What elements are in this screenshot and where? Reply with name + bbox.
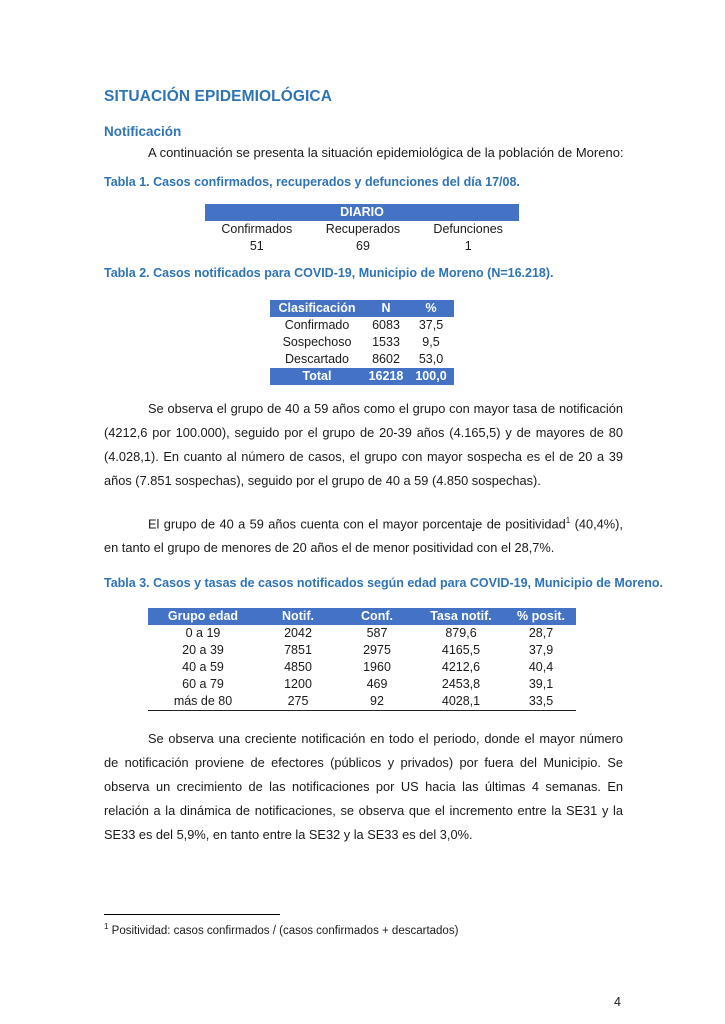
table1-value: 69 (356, 239, 370, 253)
table3 (148, 608, 576, 711)
table2 (270, 300, 454, 385)
table3-cell: 1960 (363, 660, 391, 674)
table3-cell: 2975 (363, 643, 391, 657)
table-row (148, 625, 576, 642)
table2-cell: 37,5 (418, 318, 444, 332)
table2-header: Clasificación (270, 300, 364, 317)
paragraph-1-text: Se observa el grupo de 40 a 59 años como el grupo con mayor tasa de notificación (4212,6 por 100.000), seguido por el grupo de 20-39 años (4.165,5) y de mayores de 80 (4.028,1). En cuanto al número de casos, el grupo con mayor sospecha es el de 20 a 39 años (7.851 sospechas), seguido por el grupo de 40 a 59 (4.850 sospechas). (104, 401, 623, 488)
table1-col: Defunciones (433, 222, 503, 236)
table2-total-cell: 16218 (364, 368, 408, 385)
paragraph-1 (104, 397, 623, 493)
table-row (270, 317, 454, 334)
table-row (148, 642, 576, 659)
table2-header: N (364, 300, 408, 317)
table2-cell: 1533 (372, 335, 400, 349)
table3-cell: 0 a 19 (185, 626, 221, 640)
table2-total-cell: Total (270, 368, 364, 385)
paragraph-2-text: El grupo de 40 a 59 años cuenta con el mayor porcentaje de positividad (148, 516, 566, 532)
footnote-divider (104, 914, 280, 915)
footnote-mark: 1 (104, 922, 109, 931)
table2-caption: Tabla 2. Casos notificados para COVID-19, Municipio de Moreno (N=16.218). (104, 266, 554, 280)
table3-cell: 2042 (284, 626, 312, 640)
table3-cell: 4850 (284, 660, 312, 674)
table3-cell: 4028,1 (416, 693, 506, 711)
table3-cell: 7851 (284, 643, 312, 657)
table1-caption: Tabla 1. Casos confirmados, recuperados y defunciones del día 17/08. (104, 175, 520, 189)
footnote (104, 922, 458, 937)
table3-cell: 39,1 (528, 677, 554, 691)
table-row (148, 676, 576, 693)
table3-cell: 879,6 (445, 626, 477, 640)
page-number: 4 (614, 995, 621, 1009)
table3-cell: 40 a 59 (182, 660, 224, 674)
table-row (148, 659, 576, 676)
table1-value: 1 (464, 239, 472, 253)
table1-header: DIARIO (205, 204, 519, 221)
table2-cell: 8602 (372, 352, 400, 366)
table3-cell: 1200 (284, 677, 312, 691)
table2-header: % (408, 300, 454, 317)
table-row (270, 334, 454, 351)
table3-header: Tasa notif. (416, 608, 506, 625)
paragraph-3-text: Se observa una creciente notificación en todo el periodo, donde el mayor número de notificación proviene de efectores (públicos y privados) por fuera del Municipio. Se observa un crecimiento de las notificaciones por US hacia las últimas 4 semanas. En relación a la dinámica de notificaciones, se observa que el incremento entre la SE31 y la SE33 es del 5,9%, en tanto entre la SE32 y la SE33 es del 3,0%. (104, 731, 623, 842)
table2-cell: Descartado (285, 352, 349, 366)
table3-cell: 60 a 79 (182, 677, 224, 691)
table3-cell: 4165,5 (441, 643, 481, 657)
subsection-heading: Notificación (104, 124, 182, 139)
table3-cell: 275 (258, 693, 338, 711)
table3-cell: 20 a 39 (182, 643, 224, 657)
table2-total-cell: 100,0 (408, 368, 454, 385)
table1 (205, 204, 519, 255)
table3-header: Notif. (258, 608, 338, 625)
table-row (270, 351, 454, 368)
table-row (148, 693, 576, 711)
table2-total-row (270, 368, 454, 385)
table3-cell: 92 (338, 693, 416, 711)
table2-cell: Confirmado (284, 318, 350, 332)
table2-cell: 9,5 (422, 335, 440, 349)
table2-cell: Sospechoso (282, 335, 352, 349)
footnote-ref: 1 (565, 516, 571, 525)
table3-cell: 587 (366, 626, 388, 640)
paragraph-2-text-end: (40,4%), en tanto el grupo de menores de 20 años el de menor positividad con el 28,7%. (104, 516, 623, 556)
table3-cell: 469 (366, 677, 388, 691)
table3-cell: más de 80 (148, 693, 258, 711)
table3-cell: 2453,8 (441, 677, 481, 691)
table3-caption: Tabla 3. Casos y tasas de casos notificados según edad para COVID-19, Municipio de Moreno. (104, 576, 663, 590)
paragraph-3 (104, 727, 623, 847)
table3-cell: 28,7 (528, 626, 554, 640)
table3-header: Conf. (338, 608, 416, 625)
intro-text: A continuación se presenta la situación epidemiológica de la población de Moreno: (148, 145, 624, 160)
table1-col: Confirmados (221, 222, 293, 236)
table3-header: % posit. (506, 608, 576, 625)
paragraph-2 (104, 509, 623, 560)
table3-cell: 40,4 (528, 660, 554, 674)
table3-cell: 37,9 (528, 643, 554, 657)
table3-cell: 4212,6 (441, 660, 481, 674)
section-heading: SITUACIÓN EPIDEMIOLÓGICA (104, 88, 333, 105)
footnote-text: Positividad: casos confirmados / (casos confirmados + descartados) (108, 924, 459, 937)
table3-cell: 33,5 (506, 693, 576, 711)
table1-col: Recuperados (325, 222, 401, 236)
table2-cell: 53,0 (418, 352, 444, 366)
table1-value: 51 (249, 239, 264, 253)
table2-cell: 6083 (372, 318, 400, 332)
table3-header: Grupo edad (148, 608, 258, 625)
